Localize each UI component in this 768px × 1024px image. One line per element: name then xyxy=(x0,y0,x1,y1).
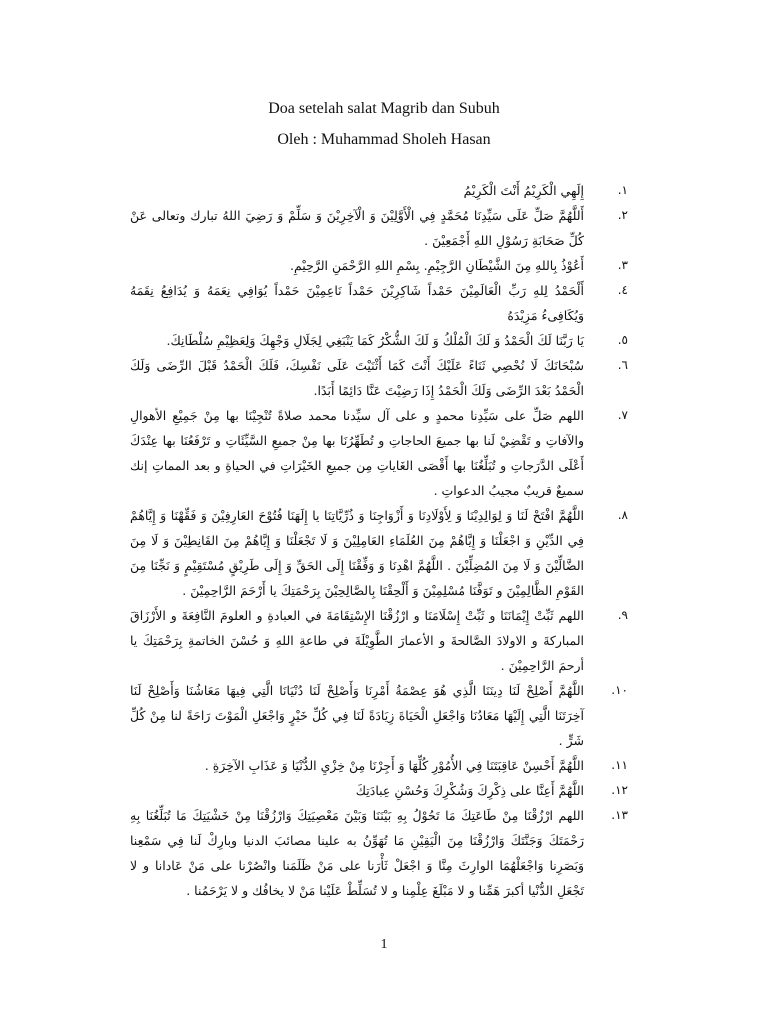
prayer-item xyxy=(130,278,630,328)
document-author: Oleh : Muhammad Sholeh Hasan xyxy=(277,131,491,148)
prayer-item xyxy=(130,403,630,503)
item-text: اللَّهُمَّ أَعِنَّا على ذِكْرِكَ وَشُكْرِكَ وَحُسْنِ عِبادَتِكَ xyxy=(355,783,584,798)
item-text: اللَّهُمَّ أَصْلِحْ لَنَا دِينَنَا الَّذِي هُوَ عِصْمَةُ أَمْرِنَا وَأَصْلِحْ لَنَا دُنْيَانَا الَّتِي فِيهَا مَعَاشُنَا وَأَصْلِحْ لَنَا آخِرَتَنَا الَّتِي إِلَيْهَا مَعَادُنَا وَاجْعَلِ الْحَيَاةَ زِيَادَةً لَنَا فِي كُلِّ خَيْرٍ وَاجْعَلِ الْمَوْتَ رَاحَةً لنا مِنْ كُلِّ شَرٍّ . xyxy=(130,683,584,748)
item-text: اللَّهُمَّ أَحْسِنْ عَاقِبَتَنَا فِي الأُمُوْرِ كُلِّهَا وَ أَجِرْنَا مِنْ خِزْيِ الدُّنْيَا وَ عَذَابِ الآخِرَةِ . xyxy=(204,758,584,773)
item-text: اللهم ثَبِّتْ إِيْمَانَنَا و ثَبِّتْ إِسْلَامَنَا و ارْزُقْنَا الإِسْتِقَامَةَ في العبادةِ و العلومَ النَّافِعَةَ و الأَرْزَاقَ المباركةَ و الاولادَ الصَّالحةَ و الأعمارَ الطَّوِيْلَةَ في طاعةِ اللهِ وَ حُسْنَ الخاتمةِ بِرَحْمَتِكَ يا أرحمَ الرَّاحِمِيْنَ . xyxy=(130,608,584,673)
item-text: اللَّهُمَّ افْتَحْ لَنَا وَ لِوَالِدِيْنَا وَ لِأَوْلَادِنَا وَ أَزْوَاجِنَا وَ ذُرِّيَّاتِنَا يا إِلَهَنَا فُتُوْحَ العَارِفِيْنَ وَ فَقِّهْنَا وَ إِيَّاهُمْ فِي الدِّيْنِ وَ اجْعَلْنَا وَ إِيَّاهُمْ مِنَ العُلَمَاءِ العَامِلِيْنَ وَ لَا تَجْعَلْنَا وَ إِيَّاهُمْ مِنَ القَانِطِيْنَ وَ لَا مِنَ الضَّالِّيْنَ وَ لَا مِنَ المُضِلِّيْنَ . اللَّهُمَّ اهْدِنَا وَ وَفِّقْنَا إِلَى الحَقِّ وَ إِلَى طَرِيْقٍ مُسْتَقِيْمٍ وَ نَجِّنَا مِنَ القَوْمِ الظَّالِمِيْنَ و تَوَفَّنَا مُسْلِمِيْنَ وَ أَلْحِقْنَا بِالصَّالِحِيْنَ بِرَحْمَتِكَ يا أَرْحَمَ الرَّاحِمِيْنَ . xyxy=(130,508,584,598)
page-number: 1 xyxy=(380,937,388,952)
prayer-item xyxy=(130,803,630,903)
item-text: إِلَهِي الْكَرِيْمُ أَنْتَ الْكَرِيْمُ xyxy=(463,183,584,198)
prayer-item xyxy=(130,353,630,403)
prayer-item xyxy=(130,203,630,253)
item-text: اللهم صَلِّ على سَيِّدِنا محمدٍ و على آل سيِّدنا محمد صلاةً تُنْجِيْنَا بها مِنْ جَمِيْعِ الأهوالِ والآفاتِ و تَقْضِيْ لَنا بها جميعَ الحاجاتِ و تُطَهِّرُنَا بها مِنْ جميعِ السَّيِّئَاتِ و تَرْفَعُنَا بها عِنْدَكَ أَعْلَى الدَّرَجاتِ و تُبَلِّغُنَا بها أَقْصَى الغَاياتِ مِن جميعِ الخَيْرَاتِ في الحياةِ و بعد المماتِ إنك سميعٌ قريبٌ مجيبُ الدعواتِ . xyxy=(130,408,584,498)
prayer-item xyxy=(130,178,630,203)
item-text: أَعُوْذُ بِاللهِ مِنَ الشَّيْطَانِ الرَّجِيْمِ. بِسْمِ اللهِ الرَّحْمَنِ الرَّحِيْمِ. xyxy=(290,258,584,273)
item-text: سُبْحَانَكَ لَا نُحْصِي ثَنَاءً عَلَيْكَ أَنْتَ كَمَا أَثْنَيْتَ عَلَى نَفْسِكَ، فَلَكَ الْحَمْدُ قَبْلَ الرِّضَى وَلَكَ الْحَمْدُ بَعْدَ الرِّضَى وَلَكَ الْحَمْدُ إِذَا رَضِيْتَ عَنَّا دَائِمًا أَبَدًا. xyxy=(130,358,584,398)
item-number: ١٠. xyxy=(611,683,628,697)
item-number: ٥. xyxy=(617,333,628,347)
item-number: ٧. xyxy=(617,408,628,422)
item-number: ١٢. xyxy=(611,783,628,797)
prayer-item xyxy=(130,253,630,278)
item-text: اللهم ارْزُقْنَا مِنْ طَاعَتِكَ مَا تَحُوْلُ بِهِ بَيْنَنَا وَبَيْنَ مَعْصِيَتِكَ وَارْزُقْنَا مِنْ خَشْيَتِكَ مَا تُبَلِّغُنَا بِهِ رَحْمَتَكَ وَجَنَّتَكَ وَارْزُقْنَا مِنَ الْيَقِيْنِ مَا تُهَوِّنُ به علينا مصائبَ الدنيا وبارِكْ لَنا فِي سَمْعِنا وَبَصَرِنا وَاجْعَلْهُمَا الوارِثَ مِنَّا وَ اجْعَلْ ثَأْرَنا على مَنْ ظَلَمَنا وانْصُرْنا على مَنْ عَادانا و لا تَجْعَلِ الدُّنْيا أكبرَ هَمِّنا و لا مَبْلَغَ عِلْمِنا و لا تُسَلِّطْ عَلَيْنا مَنْ لا يخافُك و لا يَرْحَمُنا . xyxy=(130,808,584,898)
item-number: ٩. xyxy=(617,608,628,622)
item-number: ٤. xyxy=(617,283,628,297)
prayer-item xyxy=(130,753,630,778)
item-text: يَا رَبَّنَا لَكَ الْحَمْدُ وَ لَكَ الْمُلْكُ وَ لَكَ الشُّكْرُ كَمَا يَنْبَغِي لِجَلَالِ وَجْهِكَ وَلِعَظِيْمِ سُلْطَانِكَ. xyxy=(166,333,584,348)
item-number: ١٣. xyxy=(611,808,628,822)
prayer-item xyxy=(130,678,630,753)
item-number: ٦. xyxy=(617,358,628,372)
item-text: أَلْحَمْدُ لِلهِ رَبِّ الْعَالَمِيْنَ حَمْداً شَاكِرِيْنَ حَمْداً نَاعِمِيْنَ حَمْداً يُوَافِي نِعَمَهُ وَ يُدَافِعُ نِقَمَهُ وَيُكَافِىءُ مَزِيْدَهُ xyxy=(130,283,584,323)
prayer-item xyxy=(130,328,630,353)
prayer-item xyxy=(130,503,630,603)
item-text: أَللَّهُمَّ صَلِّ عَلَى سَيِّدِنَا مُحَمَّدٍ فِي الْأَوَّلِيْنَ وَ الْآخِرِيْنَ وَ سَلِّمْ وَ رَضِيَ اللهُ تبارك وتعالى عَنْ كُلِّ صَحَابَةِ رَسُوْلِ اللهِ أَجْمَعِيْنَ . xyxy=(130,208,584,248)
item-number: ١١. xyxy=(611,758,628,772)
prayer-item xyxy=(130,778,630,803)
item-number: ٨. xyxy=(617,508,628,522)
item-number: ٢. xyxy=(617,208,628,222)
prayer-item xyxy=(130,603,630,678)
prayer-list xyxy=(130,178,630,903)
item-number: ٣. xyxy=(617,258,628,272)
document-title: Doa setelah salat Magrib dan Subuh xyxy=(268,100,500,117)
item-number: ١. xyxy=(617,183,628,197)
